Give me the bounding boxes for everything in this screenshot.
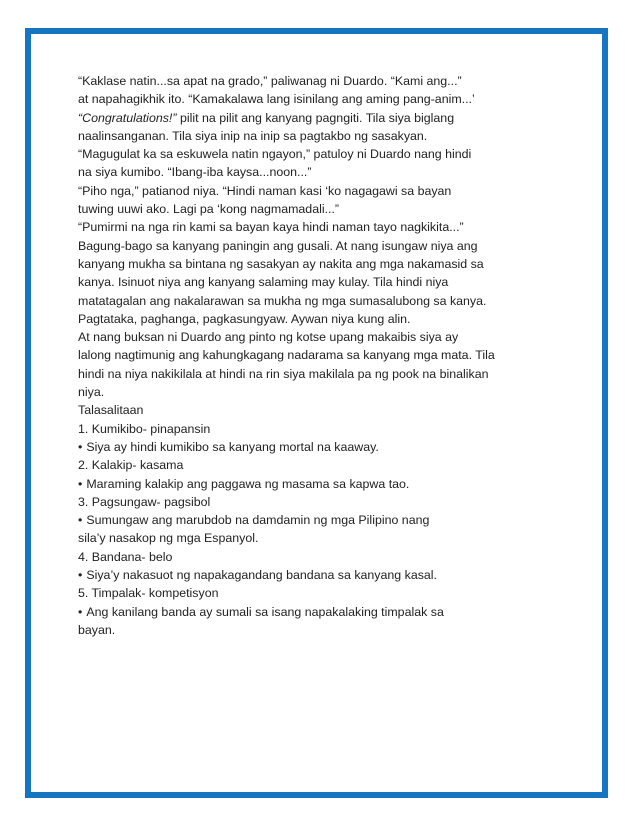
document-body	[78, 72, 518, 639]
vocab-example	[78, 475, 518, 493]
text-line: Pagtataka, paghanga, pagkasungyaw. Aywan niya kung alin.	[78, 311, 411, 326]
bullet-icon: •	[78, 513, 83, 528]
vocab-term: 2. Kalakip- kasama	[78, 458, 184, 473]
text-line: tuwing uuwi ako. Lagi pa ‘kong nagmamadali...”	[78, 202, 340, 217]
text-line: “Pumirmi na nga rin kami sa bayan kaya hindi naman tayo nagkikita...”	[78, 220, 464, 235]
vocabulary-heading: Talasalitaan	[78, 403, 144, 418]
text-line: at napahagikhik ito. “Kamakalawa lang isinilang ang aming pang-anim...’	[78, 92, 475, 107]
bullet-icon: •	[78, 476, 83, 491]
text-line: matatagalan ang nakalarawan sa mukha ng mga sumasalubong sa kanya.	[78, 293, 487, 308]
vocab-example	[78, 603, 518, 621]
vocab-example-continued: sila’y nasakop ng mga Espanyol.	[78, 531, 259, 546]
text-line: “Piho nga,” patianod niya. “Hindi naman kasi ‘ko nagagawi sa bayan	[78, 183, 452, 198]
text-line: kanyang mukha sa bintana ng sasakyan ay nakita ang mga nakamasid sa	[78, 256, 484, 271]
vocab-term: 1. Kumikibo- pinapansin	[78, 421, 211, 436]
bullet-icon: •	[78, 568, 83, 583]
text-line: lalong nagtimunig ang kahungkagang nadarama sa kanyang mga mata. Tila	[78, 348, 495, 363]
emphasized-word: “Congratulations!”	[78, 110, 177, 125]
vocab-term: 3. Pagsungaw- pagsibol	[78, 494, 211, 509]
text-line: niya.	[78, 385, 105, 400]
vocab-example	[78, 511, 518, 529]
text-line: Bagung-bago sa kanyang paningin ang gusali. At nang isungaw niya ang	[78, 238, 478, 253]
text-line: naalinsanganan. Tila siya inip na inip sa pagtakbo ng sasakyan.	[78, 128, 428, 143]
bullet-icon: •	[78, 604, 83, 619]
vocab-example-text: Ang kanilang banda ay sumali sa isang napakalaking timpalak sa	[86, 604, 444, 619]
vocab-example-text: Siya’y nakasuot ng napakagandang bandana sa kanyang kasal.	[86, 568, 437, 583]
bullet-icon: •	[78, 439, 83, 454]
text-line-rest: pilit na pilit ang kanyang pagngiti. Tila siya biglang	[179, 110, 455, 125]
vocab-example	[78, 438, 518, 456]
vocab-example-text: Maraming kalakip ang paggawa ng masama sa kapwa tao.	[86, 476, 410, 491]
vocab-term: 5. Timpalak- kompetisyon	[78, 586, 219, 601]
vocab-example-text: Sumungaw ang marubdob na damdamin ng mga Pilipino nang	[86, 513, 430, 528]
text-line-with-emphasis	[78, 109, 518, 127]
text-line: “Kaklase natin...sa apat na grado,” paliwanag ni Duardo. “Kami ang...”	[78, 74, 462, 88]
vocab-example	[78, 566, 518, 584]
vocab-example-text: Siya ay hindi kumikibo sa kanyang mortal na kaaway.	[86, 439, 379, 454]
vocab-example-continued: bayan.	[78, 622, 116, 637]
text-line: kanya. Isinuot niya ang kanyang salaming may kulay. Tila hindi niya	[78, 275, 449, 290]
text-line: na siya kumibo. “Ibang-iba kaysa...noon...”	[78, 165, 312, 180]
vocab-term: 4. Bandana- belo	[78, 549, 173, 564]
text-line: “Magugulat ka sa eskuwela natin ngayon,” patuloy ni Duardo nang hindi	[78, 147, 472, 162]
text-line: At nang buksan ni Duardo ang pinto ng kotse upang makaibis siya ay	[78, 330, 459, 345]
text-line: hindi na niya nakikilala at hindi na rin siya makilala pa ng pook na binalikan	[78, 366, 489, 381]
